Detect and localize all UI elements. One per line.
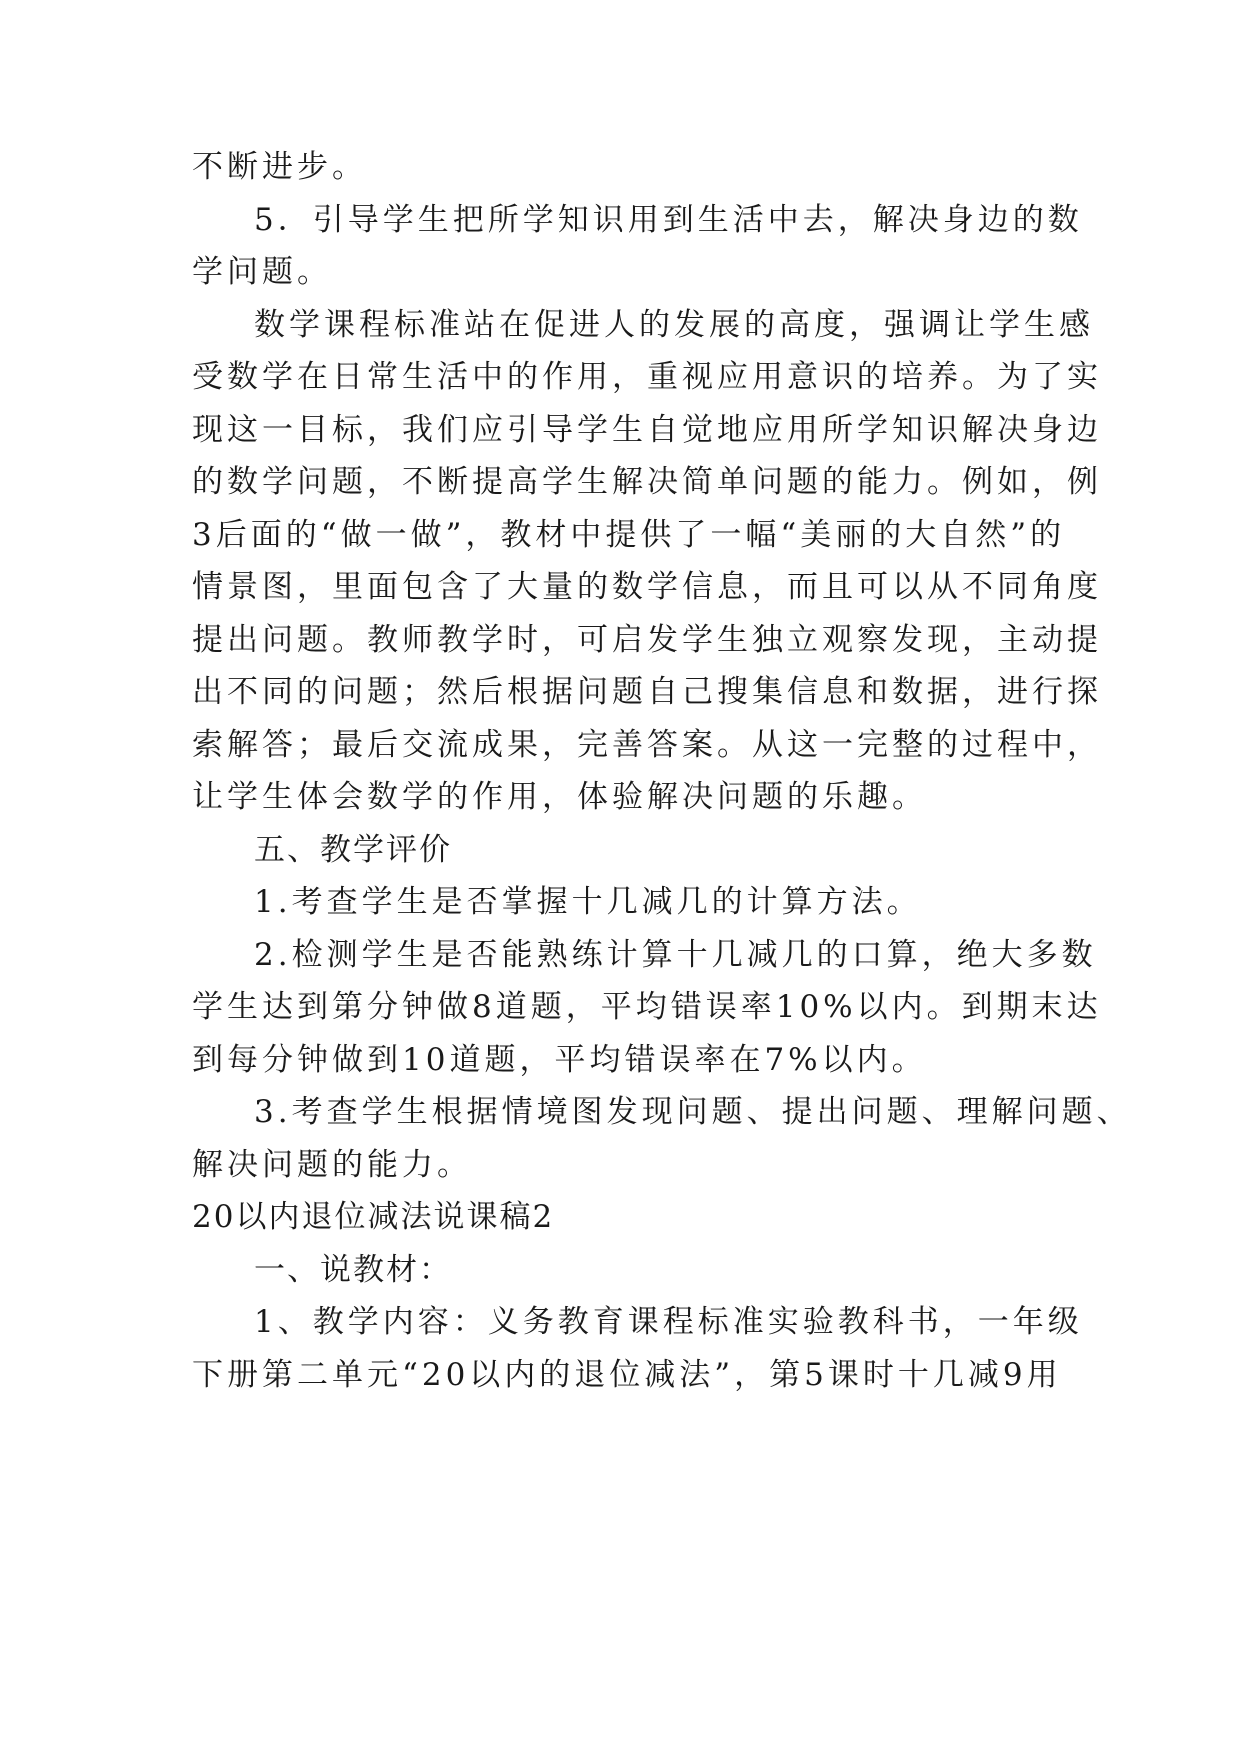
section-heading: 五、教学评价 xyxy=(254,832,452,868)
text-line: 到每分钟做到10道题，平均错误率在7%以内。 xyxy=(192,1042,927,1078)
text-line: 解决问题的能力。 xyxy=(192,1147,472,1183)
text-line: 学问题。 xyxy=(192,254,332,290)
text-line: 让学生体会数学的作用，体验解决问题的乐趣。 xyxy=(192,779,927,815)
text-line: 现这一目标，我们应引导学生自觉地应用所学知识解决身边 xyxy=(192,412,1102,448)
text-line: 出不同的问题；然后根据问题自己搜集信息和数据，进行探 xyxy=(192,674,1102,710)
text-line: 下册第二单元“20以内的退位减法”，第5课时十几减9用 xyxy=(192,1357,1062,1393)
text-line: 的数学问题，不断提高学生解决简单问题的能力。例如，例 xyxy=(192,464,1102,500)
text-line: 数学课程标准站在促进人的发展的高度，强调让学生感 xyxy=(254,307,1094,343)
text-line: 受数学在日常生活中的作用，重视应用意识的培养。为了实 xyxy=(192,359,1102,395)
text-line: 1.考查学生是否掌握十几减几的计算方法。 xyxy=(254,884,922,920)
text-line: 1、教学内容：义务教育课程标准实验教科书，一年级 xyxy=(254,1304,1083,1340)
text-line: 情景图，里面包含了大量的数学信息，而且可以从不同角度 xyxy=(192,569,1102,605)
text-line: 3后面的“做一做”，教材中提供了一幅“美丽的大自然”的 xyxy=(192,517,1066,553)
section-heading: 一、说教材： xyxy=(254,1252,452,1288)
text-line: 5．引导学生把所学知识用到生活中去，解决身边的数 xyxy=(254,202,1083,238)
text-line: 索解答；最后交流成果，完善答案。从这一完整的过程中， xyxy=(192,727,1102,763)
text-line: 学生达到第分钟做8道题，平均错误率10%以内。到期末达 xyxy=(192,989,1102,1025)
text-line: 3.考查学生根据情境图发现问题、提出问题、理解问题、 xyxy=(254,1094,1132,1130)
document-title: 20以内退位减法说课稿2 xyxy=(192,1199,555,1235)
text-line: 不断进步。 xyxy=(192,149,367,185)
text-line: 2.检测学生是否能熟练计算十几减几的口算，绝大多数 xyxy=(254,937,1097,973)
text-line: 提出问题。教师教学时，可启发学生独立观察发现，主动提 xyxy=(192,622,1102,658)
